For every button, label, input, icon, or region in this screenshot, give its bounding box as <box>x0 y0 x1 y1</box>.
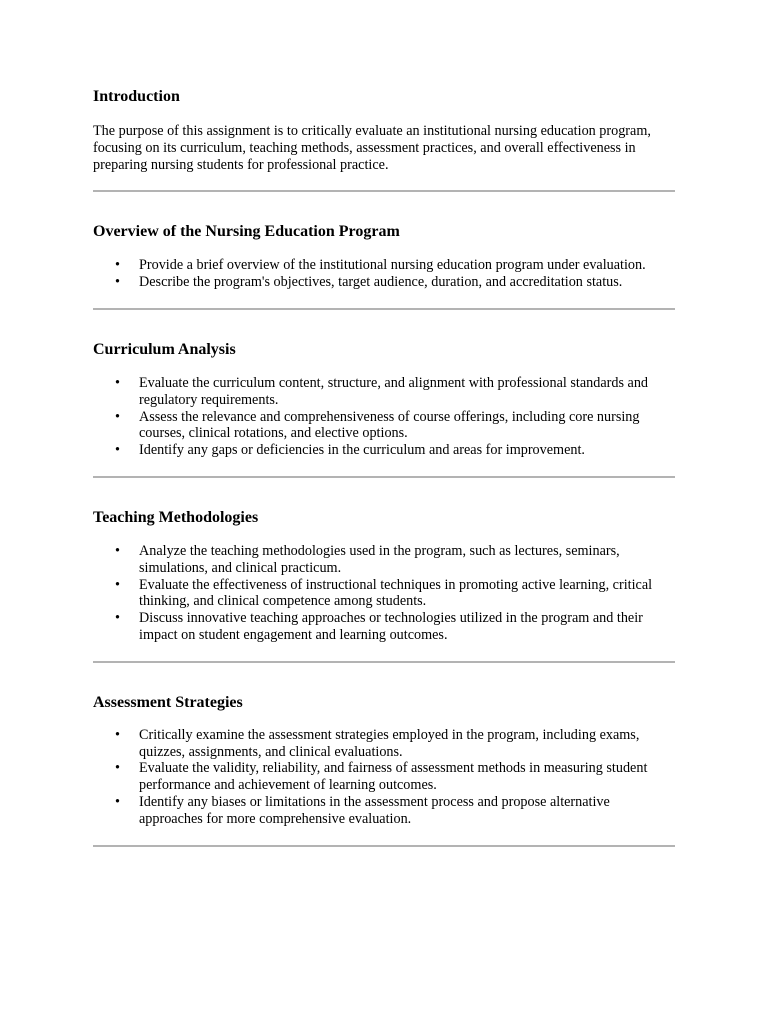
bullet-icon: • <box>115 257 120 274</box>
list-item <box>93 794 675 828</box>
bullet-icon: • <box>115 408 120 425</box>
bullet-list <box>93 727 675 828</box>
list-item <box>93 409 675 443</box>
section-paragraph: The purpose of this assignment is to critically evaluate an institutional nursing education program, focusing on its curriculum, teaching methods, assessment practices, and overall effectiveness in preparing nursing students for professional practice. <box>93 123 651 173</box>
list-item-text: Discuss innovative teaching approaches or technologies utilized in the program and their impact on student engagement and learning outcomes. <box>139 610 643 643</box>
list-item <box>93 610 675 644</box>
section-divider <box>93 190 675 192</box>
list-item-text: Identify any biases or limitations in the assessment process and propose alternative approaches for more comprehensive evaluation. <box>139 793 610 827</box>
list-item-text: Critically examine the assessment strategies employed in the program, including exams, quizzes, assignments, and clinical evaluations. <box>139 726 640 760</box>
section-overview <box>93 221 675 291</box>
section-title: Curriculum Analysis <box>93 340 236 358</box>
section-assessment-strategies <box>93 692 675 828</box>
section-curriculum-analysis <box>93 339 675 459</box>
bullet-icon: • <box>115 793 120 810</box>
bullet-icon: • <box>115 760 120 777</box>
list-item <box>93 442 675 459</box>
section-title: Overview of the Nursing Education Program <box>93 223 400 241</box>
list-item <box>93 577 675 611</box>
section-title: Assessment Strategies <box>93 693 243 711</box>
bullet-list <box>93 375 675 459</box>
list-item-text: Evaluate the curriculum content, structure, and alignment with professional standards and regulatory requirements. <box>139 374 649 408</box>
list-item <box>93 760 675 794</box>
bullet-icon: • <box>115 274 120 291</box>
section-divider <box>93 845 675 847</box>
list-item <box>93 727 675 761</box>
list-item-text: Describe the program's objectives, target audience, duration, and accreditation status. <box>139 274 623 291</box>
list-item <box>93 274 675 291</box>
list-item-text: Evaluate the validity, reliability, and fairness of assessment methods in measuring student performance and achievement of learning outcomes. <box>139 760 648 794</box>
section-divider <box>93 308 675 310</box>
bullet-list <box>93 257 675 291</box>
section-divider <box>93 476 675 478</box>
document-page <box>93 86 675 876</box>
list-item <box>93 375 675 409</box>
list-item <box>93 257 675 274</box>
section-teaching-methodologies <box>93 507 675 644</box>
bullet-icon: • <box>115 726 120 743</box>
list-item-text: Identify any gaps or deficiencies in the curriculum and areas for improvement. <box>139 442 585 459</box>
bullet-icon: • <box>115 542 120 559</box>
bullet-icon: • <box>115 374 120 391</box>
section-title: Introduction <box>93 88 180 105</box>
list-item-text: Provide a brief overview of the institutional nursing education program under evaluation. <box>139 257 646 274</box>
bullet-icon: • <box>115 610 120 627</box>
bullet-icon: • <box>115 442 120 459</box>
bullet-icon: • <box>115 576 120 593</box>
section-title: Teaching Methodologies <box>93 508 259 526</box>
list-item-text: Assess the relevance and comprehensiveness of course offerings, including core nursing courses, clinical rotations, and elective options. <box>139 408 640 442</box>
section-divider <box>93 661 675 663</box>
list-item-text: Evaluate the effectiveness of instructional techniques in promoting active learning, critical thinking, and clinical competence among students. <box>139 576 653 610</box>
bullet-list <box>93 543 675 644</box>
list-item <box>93 543 675 577</box>
section-introduction <box>93 86 675 173</box>
list-item-text: Analyze the teaching methodologies used in the program, such as lectures, seminars, simulations, and clinical practicum. <box>139 542 620 576</box>
